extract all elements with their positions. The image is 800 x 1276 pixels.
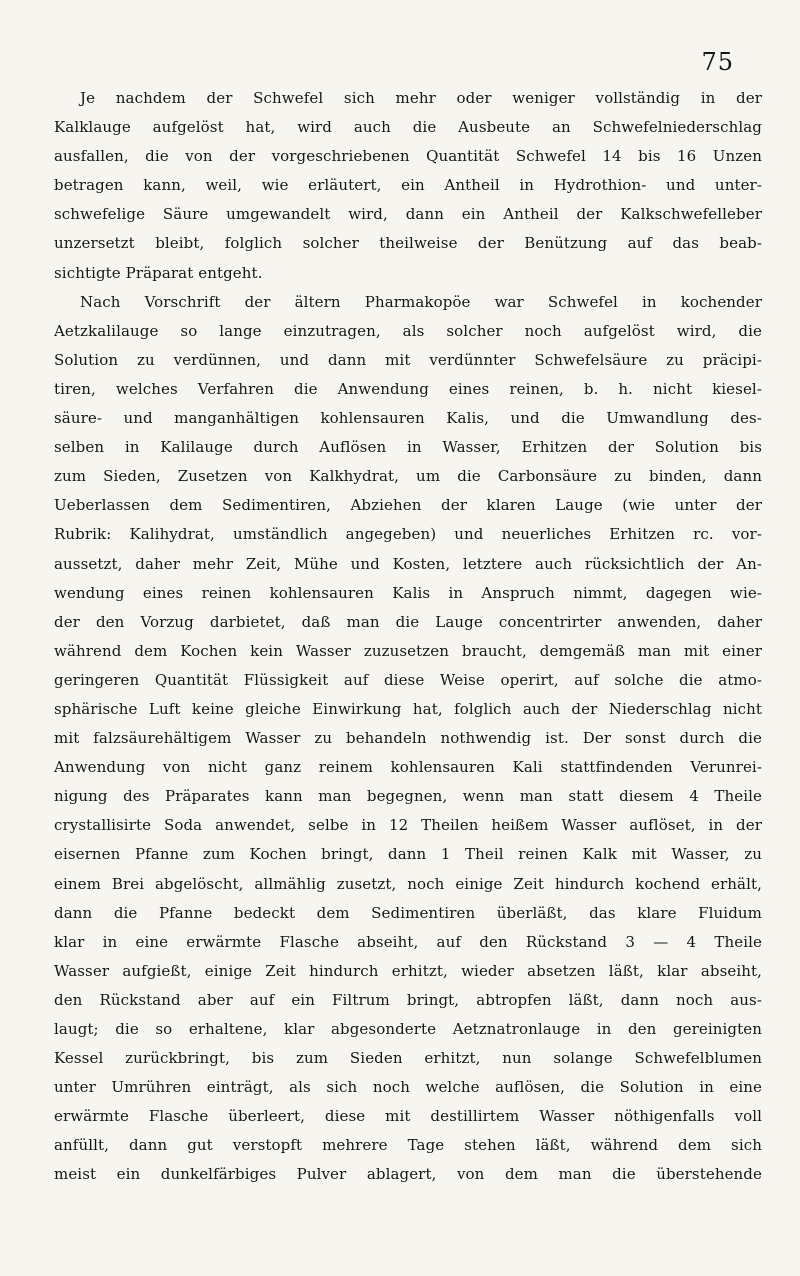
text-line: Je nachdem der Schwefel sich mehr oder weniger vollständig in der [80, 89, 762, 107]
text-line: sichtigte Präparat entgeht. [54, 263, 263, 282]
text-line: Rubrik: Kalihydrat, umständlich angegeben) und neuerliches Erhitzen rc. vor- [54, 525, 762, 544]
text-line: dann die Pfanne bedeckt dem Sedimentiren überläßt, das klare Fluidum [54, 903, 762, 922]
text-line: Anwendung von nicht ganz reinem kohlensauren Kali stattfindenden Verunrei- [54, 758, 762, 777]
page-number: 75 [701, 48, 734, 76]
text-line: unter Umrühren einträgt, als sich noch welche auflösen, die Solution in eine [54, 1078, 762, 1097]
text-line: mit falzsäurehältigem Wasser zu behandeln nothwendig ist. Der sonst durch die [54, 729, 762, 748]
text-line: unzersetzt bleibt, folglich solcher theilweise der Benützung auf das beab- [54, 234, 762, 253]
text-line: während dem Kochen kein Wasser zuzusetzen braucht, demgemäß man mit einer [54, 641, 762, 660]
text-line: nigung des Präparates kann man begegnen, wenn man statt diesem 4 Theile [54, 787, 762, 806]
text-line: klar in eine erwärmte Flasche abseiht, auf den Rückstand 3 — 4 Theile [54, 932, 762, 951]
text-line: anfüllt, dann gut verstopft mehrere Tage stehen läßt, während dem sich [54, 1136, 762, 1155]
text-line: meist ein dunkelfärbiges Pulver ablagert, von dem man die überstehende [54, 1165, 762, 1184]
text-line: eisernen Pfanne zum Kochen bringt, dann 1 Theil reinen Kalk mit Wasser, zu [54, 845, 762, 864]
text-line: einem Brei abgelöscht, allmählig zusetzt, noch einige Zeit hindurch kochend erhält, [54, 874, 762, 893]
text-line: betragen kann, weil, wie erläutert, ein Antheil in Hydrothion- und unter- [54, 176, 762, 195]
text-line: Wasser aufgießt, einige Zeit hindurch erhitzt, wieder absetzen läßt, klar abseiht, [54, 961, 762, 980]
text-line: Ueberlassen dem Sedimentiren, Abziehen der klaren Lauge (wie unter der [54, 496, 762, 515]
text-line: Aetzkalilauge so lange einzutragen, als solcher noch aufgelöst wird, die [54, 321, 762, 340]
text-line: der den Vorzug darbietet, daß man die Lauge concentrirter anwenden, daher [54, 612, 762, 631]
text-line: den Rückstand aber auf ein Filtrum bringt, abtropfen läßt, dann noch aus- [54, 990, 762, 1009]
text-line: erwärmte Flasche überleert, diese mit destillirtem Wasser nöthigenfalls voll [54, 1107, 762, 1126]
body-text [54, 84, 762, 1190]
text-line: laugt; die so erhaltene, klar abgesonderte Aetznatronlauge in den gereinigten [54, 1020, 762, 1038]
text-line: Kessel zurückbringt, bis zum Sieden erhitzt, nun solange Schwefelblumen [54, 1049, 762, 1068]
text-line: crystallisirte Soda anwendet, selbe in 12 Theilen heißem Wasser auflöset, in der [54, 816, 762, 835]
text-line: zum Sieden, Zusetzen von Kalkhydrat, um die Carbonsäure zu binden, dann [54, 467, 762, 486]
text-line: Nach Vorschrift der ältern Pharmakopöe war Schwefel in kochender [80, 292, 762, 311]
text-line: schwefelige Säure umgewandelt wird, dann ein Antheil der Kalkschwefelleber [54, 205, 762, 224]
text-line: selben in Kalilauge durch Auflösen in Wasser, Erhitzen der Solution bis [54, 438, 762, 457]
text-line: ausfallen, die von der vorgeschriebenen Quantität Schwefel 14 bis 16 Unzen [54, 147, 762, 166]
text-line: Kalklauge aufgelöst hat, wird auch die Ausbeute an Schwefelniederschlag [54, 118, 762, 137]
text-line: wendung eines reinen kohlensauren Kalis in Anspruch nimmt, dagegen wie- [54, 583, 762, 602]
text-line: säure- und manganhältigen kohlensauren Kalis, und die Umwandlung des- [54, 409, 762, 428]
text-line: geringeren Quantität Flüssigkeit auf diese Weise operirt, auf solche die atmo- [54, 670, 762, 689]
text-line: tiren, welches Verfahren die Anwendung eines reinen, b. h. nicht kiesel- [54, 379, 762, 398]
text-line: Solution zu verdünnen, und dann mit verdünnter Schwefelsäure zu präcipi- [54, 350, 762, 369]
text-line: sphärische Luft keine gleiche Einwirkung hat, folglich auch der Niederschlag nicht [54, 699, 762, 718]
text-line: aussetzt, daher mehr Zeit, Mühe und Kosten, letztere auch rücksichtlich der An- [54, 554, 762, 573]
